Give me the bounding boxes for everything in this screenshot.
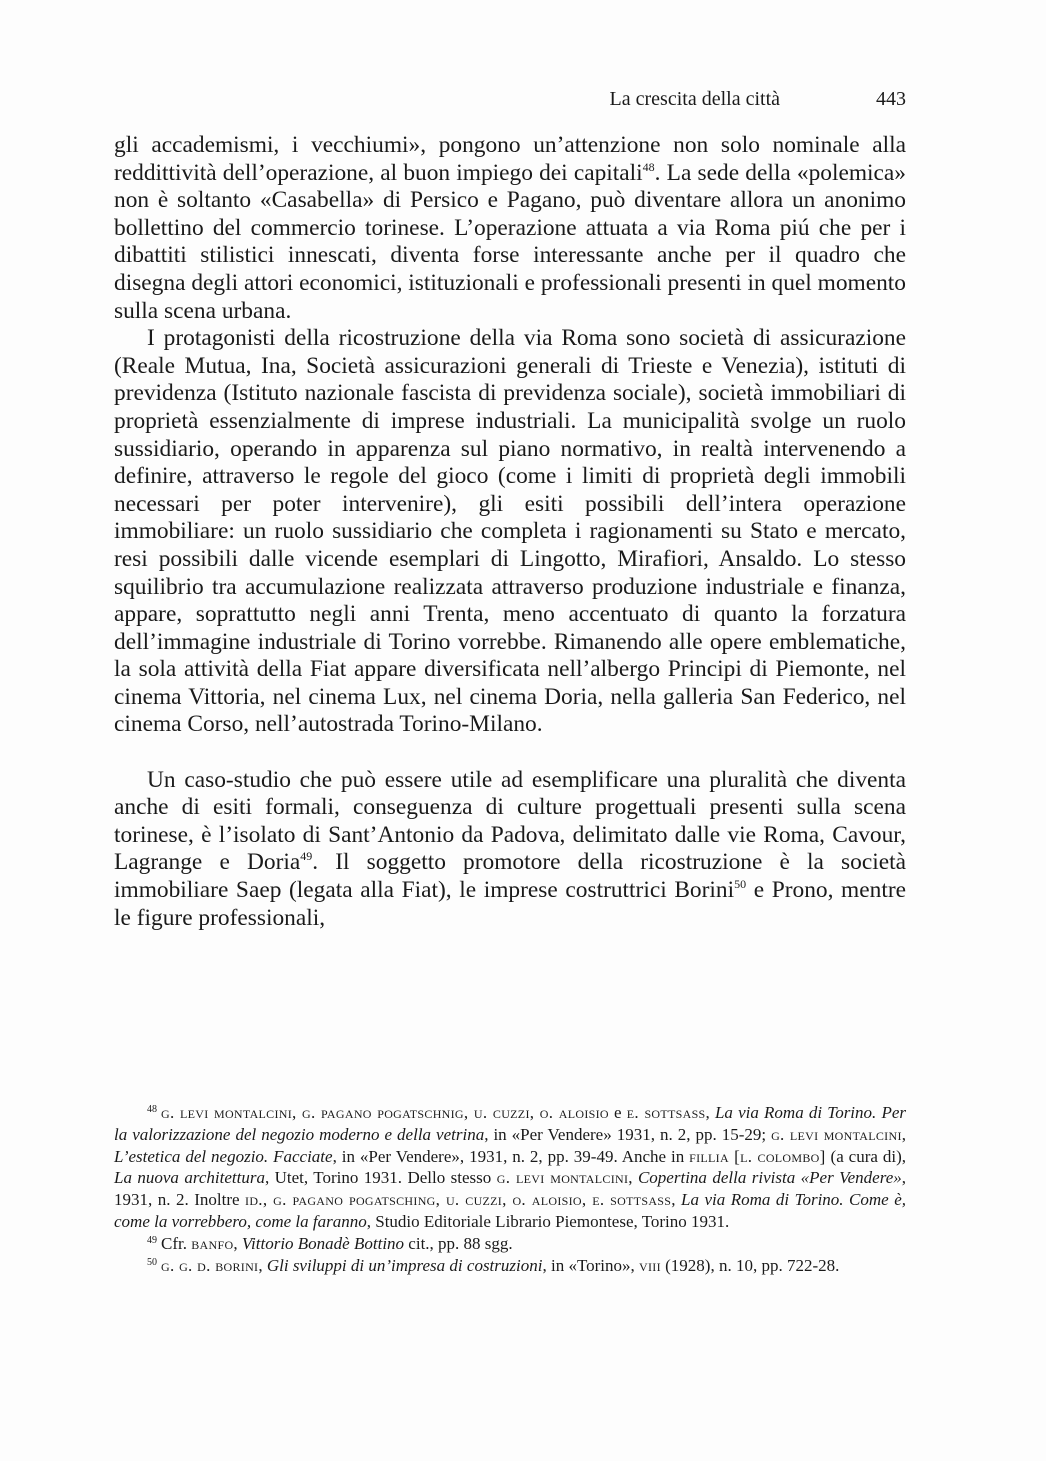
page-number: 443 [876, 88, 906, 110]
text-fragment: , 1931, n. 2. Inoltre [114, 1168, 906, 1210]
footnotes [114, 1102, 906, 1276]
text-fragment: , [628, 1168, 638, 1188]
footnote-ref-50: 50 [734, 877, 747, 892]
running-head [114, 84, 906, 114]
text-fragment: e [608, 1103, 627, 1122]
work-title: Vittorio Bonadè Bottino [241, 1233, 405, 1253]
text-fragment: , [233, 1233, 242, 1253]
work-title: La via Roma di Torino. Come è, come la vorrebbero, come la faranno [114, 1190, 906, 1231]
author-name: g. levi montalcini [496, 1168, 629, 1188]
text-fragment: , in «Torino», [542, 1255, 640, 1275]
text-fragment: (a cura di), [825, 1146, 906, 1166]
author-names: id., g. pagano pogatsching, u. cuzzi, o. aloisio, e. sottsass [245, 1190, 672, 1210]
main-text [114, 132, 906, 932]
running-title: La crescita della città [609, 88, 780, 110]
work-title: Gli sviluppi di un’impresa di costruzioni [266, 1255, 543, 1275]
paragraph-1-text-a: gli accademismi, i vecchiumi», pongono un’attenzione non solo nominale alla reddittività dell’operazione, al buon impiego dei capitali [114, 132, 906, 186]
work-title: La nuova architettura [114, 1168, 265, 1188]
text-fragment: Cfr. [161, 1233, 192, 1253]
text-fragment: (1928), n. 10, pp. 722-28. [660, 1255, 840, 1275]
text-fragment: cit., pp. 88 sgg. [404, 1233, 513, 1253]
author-name: e. sottsass [626, 1103, 706, 1122]
work-title: Copertina della rivista «Per Vendere» [637, 1168, 902, 1188]
text-fragment: , [258, 1255, 267, 1275]
footnote-48 [114, 1102, 906, 1233]
footnote-50 [114, 1255, 906, 1277]
footnote-number: 48 [147, 1104, 157, 1115]
text-fragment: , in «Per Vendere», 1931, n. 2, pp. 39-49. Anche in [332, 1146, 690, 1166]
text-fragment: , [705, 1103, 715, 1122]
footnote-number: 49 [147, 1234, 157, 1246]
paragraph-2: I protagonisti della ricostruzione della via Roma sono società di assicurazione (Reale Mutua, Ina, Società assicurazioni generali di Trieste e Venezia), istituti di previdenza (Istituto nazionale fascista di previdenza sociale), società immobiliari di proprietà essenzialmente di imprese industriali. La municipalità svolge un ruolo sussidiario, operando in apparenza sul piano normativo, in realtà intervenendo a definire, attraverso le regole del gioco (come i limiti di proprietà degli immobili necessari per poter intervenire), gli esiti possibili dell’intera operazione immobiliare: un ruolo sussidiario che completa i ragionamenti su Stato e mercato, resi possibili dalle vicende esemplari di Lingotto, Mirafiori, Ansaldo. Lo stesso squilibrio tra accumulazione realizzata attraverso produzione industriale e finanza, appare, soprattutto negli anni Trenta, meno accentuato di quanto la forzatura dell’immagine industriale di Torino vorrebbe. Rimanendo alle opere emblematiche, la sola attività della Fiat appare diversificata nell’albergo Principi di Piemonte, nel cinema Vittoria, nel cinema Lux, nel cinema Doria, nella galleria San Federico, nel cinema Corso, nell’autostrada Torino-Milano. [114, 325, 906, 738]
work-title: L’estetica del negozio. Facciate [114, 1146, 333, 1166]
footnote-49 [114, 1233, 906, 1255]
work-title: La via Roma di Torino. Per la valorizzazione del negozio moderno e della vetrina [114, 1103, 907, 1144]
text-fragment: , Studio Editoriale Librario Piemontese, Torino 1931. [366, 1211, 730, 1231]
text-fragment: , in «Per Vendere» 1931, n. 2, pp. 15-29; [484, 1124, 772, 1144]
author-name: fillia [l. colombo] [689, 1146, 826, 1166]
paragraph-3-text-a: Un caso-studio che può essere utile ad esemplificare una pluralità che diventa anche di esiti formali, conseguenza di culture progettuali presenti sulla scena torinese, è l’isolato di Sant’Antonio da Padova, delimitato dalle vie Roma, Cavour, Lagrange e Doria [114, 766, 906, 876]
paragraph-3-text-b: . Il soggetto promotore della ricostruzione è la società immobiliare Saep (legata alla Fiat), le imprese costruttrici Borini [114, 849, 906, 904]
paragraph-1-text-b: . La sede della «polemica» non è soltanto «Casabella» di Persico e Pagano, può diventare allora un anonimo bollettino del commercio torinese. L’operazione attuata a via Roma piú che per i dibattiti stilistici innescati, diventa forse interessante anche per il quadro che disegna degli attori economici, istituzionali e professionali presenti in quel momento sulla scena urbana. [114, 159, 906, 324]
author-names: g. levi montalcini, g. pagano pogatschnig, u. cuzzi, o. aloisio [161, 1103, 609, 1122]
author-name: banfo [191, 1233, 234, 1253]
author-name: g. levi montalcini [771, 1124, 902, 1144]
paragraph-3 [114, 767, 906, 933]
footnote-ref-49: 49 [300, 849, 313, 864]
paragraph-3-text-c: e Prono, mentre le figure professionali, [114, 877, 906, 931]
footnote-number: 50 [147, 1256, 157, 1268]
footnote-ref-48: 48 [642, 159, 655, 174]
author-name: g. g. d. borini [161, 1255, 259, 1275]
paragraph-1 [114, 132, 906, 325]
volume-number: viii [639, 1255, 661, 1275]
text-fragment: , Utet, Torino 1931. Dello stesso [264, 1168, 497, 1188]
text-fragment: , [671, 1190, 681, 1210]
text-fragment: , [901, 1124, 906, 1144]
